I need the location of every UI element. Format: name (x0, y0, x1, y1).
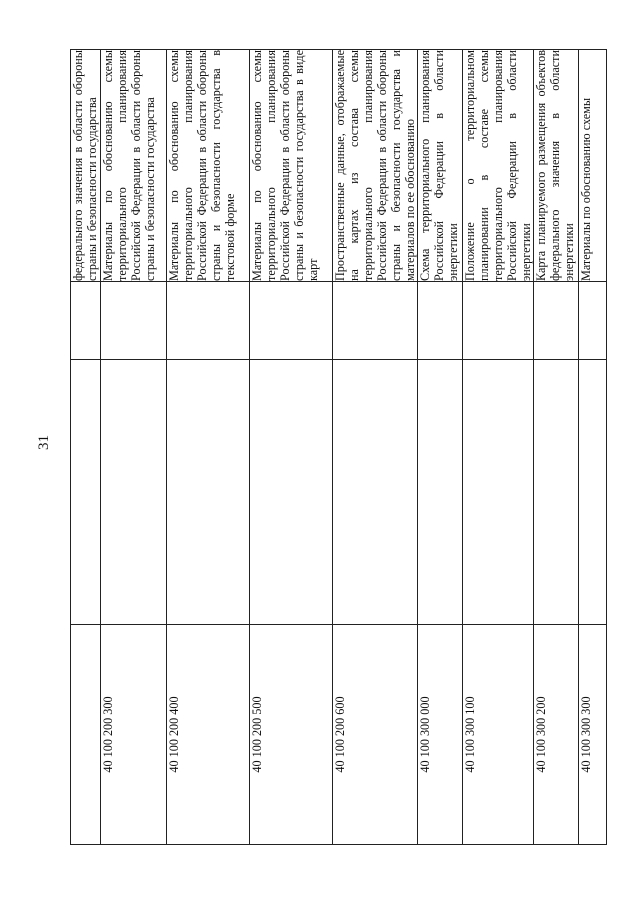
row-code: 40 100 300 200 (534, 625, 579, 845)
row-description: Положение о территориальном планировании в составе схемы территориального планирования Российской Федерации в области энергетики (463, 50, 534, 281)
row-description: Материалы по обоснованию схемы территориального планирования Российской Федерации в области обороны страны и безопасности государства (101, 50, 167, 282)
table-row (250, 50, 333, 845)
row-description: Схема территориального планирования Российской Федерации в области энергетики (418, 50, 463, 282)
row-code: 40 100 300 000 (418, 625, 463, 845)
row-code: 40 100 300 100 (463, 625, 534, 845)
table-row (333, 50, 418, 845)
row-code: 40 100 200 600 (333, 625, 418, 845)
classifier-table (70, 49, 607, 845)
document-table-wrapper (70, 50, 594, 845)
row-code: 40 100 200 500 (250, 625, 333, 845)
table-row (101, 50, 167, 845)
row-description: Пространственные данные, отображаемые на картах из состава схемы территориального планирования Российской Федерации в области обороны страны и безопасности государства и материалов по ее обоснованию (333, 50, 418, 281)
table-row (463, 50, 534, 845)
row-description: Материалы по обоснованию схемы территориального планирования Российской Федерации в области обороны страны и безопасности государства в виде карт (250, 50, 333, 282)
row-code: 40 100 200 300 (101, 625, 167, 845)
row-description: федерального значения в области обороны страны и безопасности государства (71, 50, 100, 281)
table-row (534, 50, 579, 845)
table-row (167, 50, 250, 845)
row-description: Материалы по обоснованию схемы территориального планирования Российской Федерации в области обороны страны и безопасности государства в текстовой форме (167, 50, 250, 282)
row-description: Карта планируемого размещения объектов федерального значения в области энергетики (534, 50, 579, 282)
row-code: 40 100 300 300 (579, 625, 607, 845)
row-code (71, 625, 101, 845)
row-code: 40 100 200 400 (167, 625, 250, 845)
table-row (71, 50, 101, 845)
table-row (579, 50, 607, 845)
table-row (418, 50, 463, 845)
page-number: 31 (36, 435, 52, 450)
row-description: Материалы по обоснованию схемы (579, 50, 607, 282)
